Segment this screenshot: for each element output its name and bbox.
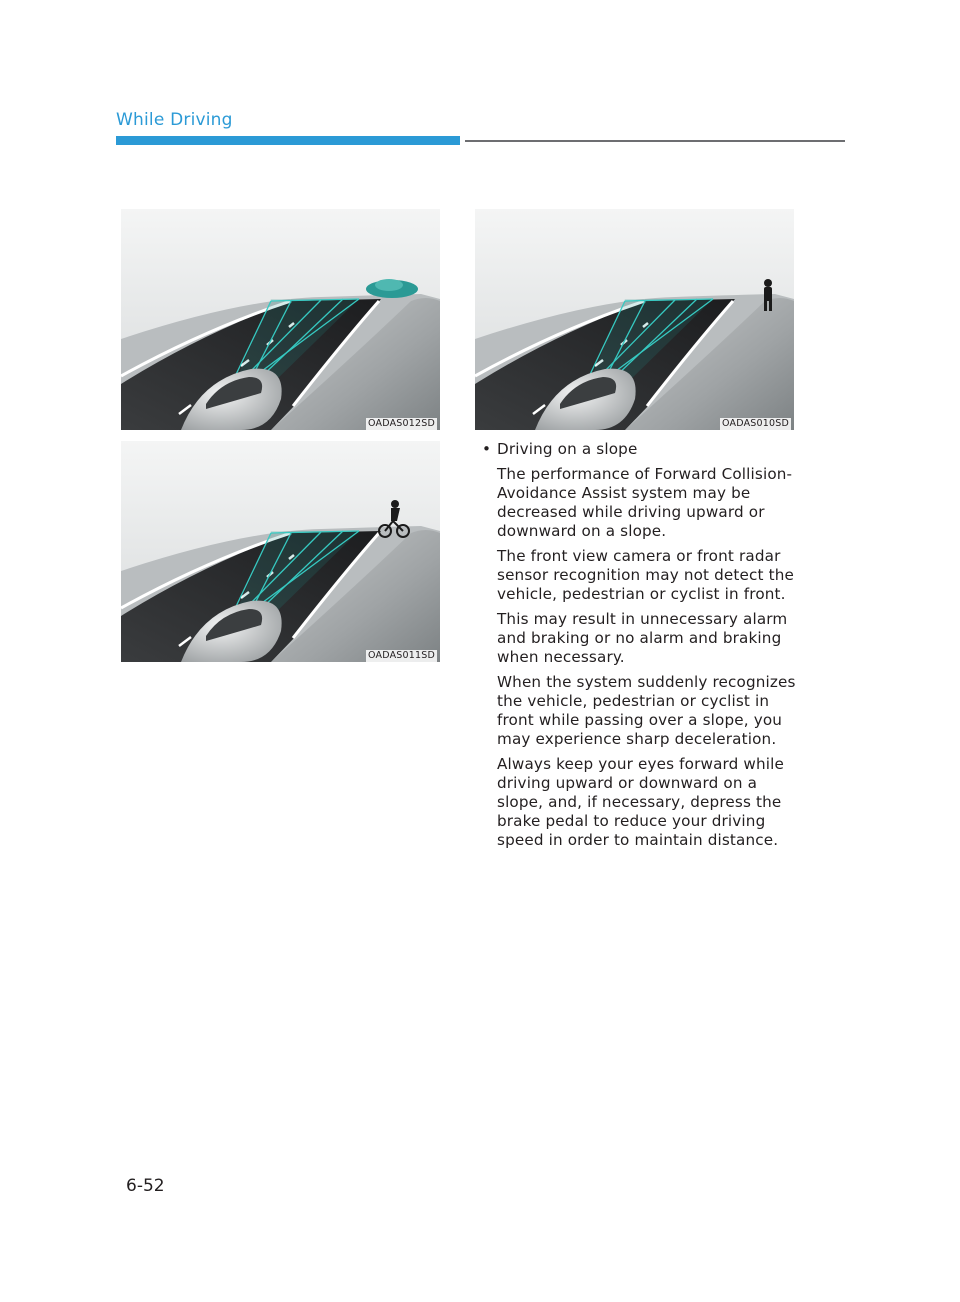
- figure-code: OADAS010SD: [722, 418, 789, 429]
- figure-slope-car: [121, 209, 440, 430]
- bullet-heading-text: Driving on a slope: [497, 440, 638, 458]
- header-divider-rule: [465, 140, 845, 142]
- bullet-heading: [480, 440, 800, 459]
- figure-slope-cyclist: [121, 441, 440, 662]
- paragraph: Always keep your eyes forward while driving upward or downward on a slope, and, if necessary, depress the brake pedal to reduce your driving speed in order to maintain distance.: [497, 755, 785, 849]
- bullet-icon: •: [482, 440, 492, 458]
- paragraph: When the system suddenly recognizes the vehicle, pedestrian or cyclist in front while passing over a slope, you may experience sharp deceleration.: [497, 673, 796, 748]
- figure-slope-pedestrian: [475, 209, 794, 430]
- slope-caution-text: [480, 440, 800, 856]
- section-title: While Driving: [116, 110, 233, 130]
- paragraph: This may result in unnecessary alarm and braking or no alarm and braking when necessary.: [497, 610, 788, 666]
- figure-code: OADAS012SD: [368, 418, 435, 429]
- header-accent-rule: [116, 136, 460, 145]
- page-number: 6-52: [126, 1176, 165, 1196]
- paragraph: The front view camera or front radar sensor recognition may not detect the vehicle, pedestrian or cyclist in front.: [497, 547, 794, 603]
- figure-code: OADAS011SD: [368, 650, 435, 661]
- paragraph: The performance of Forward Collision-Avoidance Assist system may be decreased while driving upward or downward on a slope.: [497, 465, 793, 540]
